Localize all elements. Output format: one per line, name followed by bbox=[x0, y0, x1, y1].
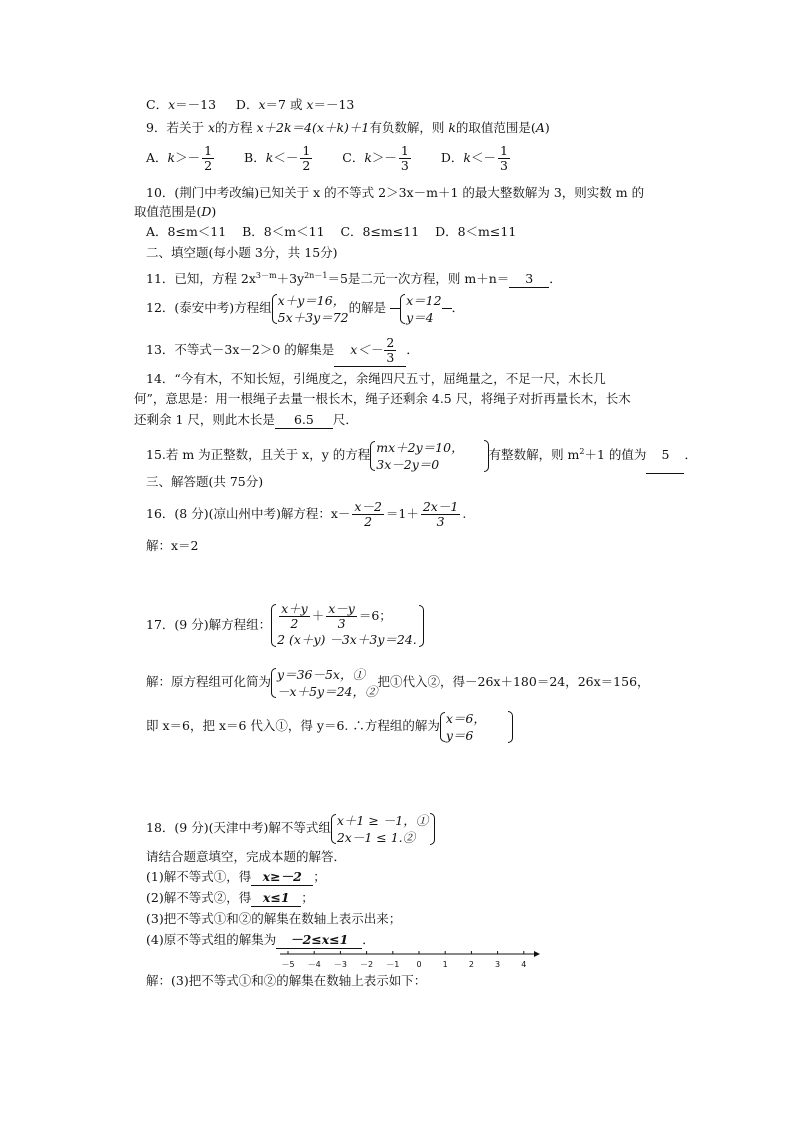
q9-option-d: D．k＜－ $\frac{1}{3}$ bbox=[440, 143, 508, 173]
q18-step1: (1)解不等式①，得 x≥－2 ； bbox=[146, 869, 326, 884]
q8-options bbox=[146, 97, 354, 113]
q9-option-b: B．k＜－ $\frac{1}{2}$ bbox=[244, 143, 311, 173]
q8-option-d-mid: ＝7 或 bbox=[265, 97, 307, 112]
q18: 18．(9 分)(天津中考)解不等式组 x＋1 ≥ －1，① 2x－1 ≤ 1.② bbox=[146, 810, 435, 846]
number-line-tick-label: 2 bbox=[468, 960, 474, 969]
number-line-tick-label: －1 bbox=[386, 960, 400, 969]
number-line-tick-label: 3 bbox=[495, 960, 501, 969]
section-2-heading: 二、填空题(每小题 3分，共 15分) bbox=[146, 245, 338, 260]
q17-solution-line2: 即 x＝6，把 x＝6 代入①，得 y＝6. ∴方程组的解为 x＝6， y＝6 bbox=[146, 708, 513, 744]
number-line-arrow bbox=[534, 951, 540, 957]
q16-solution: 解：x＝2 bbox=[146, 538, 199, 553]
q8-option-c-label: C． bbox=[146, 97, 169, 112]
q10-line2: 取值范围是(D) bbox=[134, 204, 217, 219]
q8-option-d-var1: x bbox=[258, 97, 266, 112]
q9-options bbox=[146, 143, 512, 173]
number-line-tick-label: －5 bbox=[281, 960, 295, 969]
q18-system: x＋1 ≥ －1，① 2x－1 ≤ 1.② bbox=[331, 812, 428, 846]
q10-option-c: C．8≤m≤11 bbox=[340, 224, 420, 239]
q9-var-x: x bbox=[207, 120, 215, 135]
q12-answer: x＝12 y＝4 bbox=[400, 292, 441, 326]
q18-step3: (3)把不等式①和②的解集在数轴上表示出来； bbox=[146, 911, 402, 926]
q8-option-c-value: ＝－13 bbox=[175, 97, 217, 112]
q9-option-c: C．k＞－ $\frac{1}{3}$ bbox=[342, 143, 409, 173]
q13-answer: x＜－ $\frac{2}{3}$ bbox=[334, 334, 406, 367]
q14-line2: 何”，意思是：用一根绳子去量一根长木，绳子还剩余 4.5 尺，将绳子对折再量长木，长木 bbox=[134, 391, 631, 406]
number-line-tick-label: 0 bbox=[416, 960, 422, 969]
q13: 13．不等式－3x－2＞0 的解集是 x＜－ $\frac{2}{3}$ ． bbox=[146, 335, 419, 365]
q17-solution-line1: 解：原方程组可化简为 y＝36－5x，① －x＋5y＝24，② 把①代入②，得－26x＋180＝24，26x＝156， bbox=[146, 666, 650, 699]
q10-answer: D bbox=[201, 204, 212, 219]
q9-option-a: A．k＞－ $\frac{1}{2}$ bbox=[146, 143, 213, 173]
q10-option-d: D．8＜m≤11 bbox=[435, 224, 517, 239]
q15: 15.若 m 为正整数，且关于 x，y 的方程 mx＋2y＝10， 3x－2y＝0 有整数解，则 $m^2+1$ 的值为 5 ． bbox=[146, 434, 697, 474]
q14-answer: 6.5 bbox=[275, 412, 333, 429]
q8-option-c-var: x bbox=[168, 97, 176, 112]
q9-equation: x＋2k＝4(x＋k)＋1 bbox=[256, 120, 370, 135]
q18-instruction: 请结合题意填空，完成本题的解答． bbox=[146, 849, 347, 864]
number-line-tick-label: －4 bbox=[307, 960, 321, 969]
q17-simplified-system: y＝36－5x，① －x＋5y＝24，② bbox=[271, 666, 377, 700]
number-line-tick-label: 4 bbox=[521, 960, 527, 969]
q11: 11．已知，方程 $2x^{3-m}+3y^{2n-1}=5$是二元一次方程，则 m＋n＝ 3 ． bbox=[146, 271, 562, 287]
q18-step2: (2)解不等式②，得 x≤1 ； bbox=[146, 890, 314, 905]
number-line bbox=[276, 944, 546, 972]
q8-option-d-label: D． bbox=[235, 97, 259, 112]
q12: 12．(泰安中考)方程组 x＋y＝16， 5x＋3y＝72 的解是 x＝12 y＝4 ． bbox=[146, 292, 465, 325]
q12-system: x＋y＝16， 5x＋3y＝72 bbox=[272, 292, 349, 326]
q17-result-system: x＝6， y＝6 bbox=[440, 710, 486, 744]
q10-option-b: B．8＜m＜11 bbox=[242, 224, 325, 239]
q14-line1: 14．“今有木，不知长短，引绳度之，余绳四尺五寸，屈绳量之，不足一尺，木长几 bbox=[146, 371, 606, 386]
q9-stem-b: 的方程 bbox=[215, 120, 257, 135]
q18-step4-answer: －2≤x≤1 bbox=[276, 932, 362, 949]
q16: 16．(8 分)(凉山州中考)解方程：x－ $\frac{x-2}{2}$ ＝1＋ $\frac{2x-1}{3}$ . bbox=[146, 499, 467, 529]
q9-stem bbox=[146, 120, 550, 136]
q8-option-d-value: ＝－13 bbox=[313, 97, 355, 112]
q18-step4: (4)原不等式组的解集为 －2≤x≤1 ． bbox=[146, 932, 375, 947]
q8-option-d-var2: x bbox=[306, 97, 314, 112]
q14-line3: 还剩余 1 尺，则此木长是 6.5 尺． bbox=[134, 412, 358, 427]
q17-system: $\frac{x+y}{2}$ ＋ $\frac{x-y}{3}$ ＝6； 2 (x＋y) －3x＋3y＝24. bbox=[271, 602, 417, 649]
q9-answer: A bbox=[535, 120, 545, 135]
q9-stem-c: 有负数解，则 bbox=[369, 120, 449, 135]
q9-stem-d: 的取值范围是( bbox=[455, 120, 536, 135]
number-line-tick-label: －2 bbox=[360, 960, 374, 969]
q9-var-k: k bbox=[448, 120, 456, 135]
q15-system: mx＋2y＝10， 3x－2y＝0 bbox=[370, 439, 463, 473]
q9-stem-e: ) bbox=[544, 120, 550, 135]
q18-step1-answer: x≥－2 bbox=[251, 869, 313, 886]
q10-line1: 10．(荆门中考改编)已知关于 x 的不等式 2＞3x－m＋1 的最大整数解为 3，则实数 m 的 bbox=[146, 185, 645, 200]
q15-answer: 5 bbox=[646, 437, 684, 474]
q9-stem-a: 9．若关于 bbox=[146, 120, 208, 135]
q11-answer: 3 bbox=[509, 271, 549, 288]
number-line-tick-label: －3 bbox=[333, 960, 347, 969]
section-3-heading: 三、解答题(共 75分) bbox=[146, 474, 264, 489]
q10-option-a: A．8≤m＜11 bbox=[146, 224, 227, 239]
q17: 17．(9 分)解方程组： $\frac{x+y}{2}$ ＋ $\frac{x-y}{3}$ ＝6； 2 (x＋y) －3x＋3y＝24. bbox=[146, 602, 424, 649]
q18-step2-answer: x≤1 bbox=[251, 890, 301, 907]
q10-options bbox=[146, 224, 516, 240]
number-line-tick-label: 1 bbox=[442, 960, 448, 969]
q18-solution: 解：(3)把不等式①和②的解集在数轴上表示如下： bbox=[146, 973, 427, 988]
